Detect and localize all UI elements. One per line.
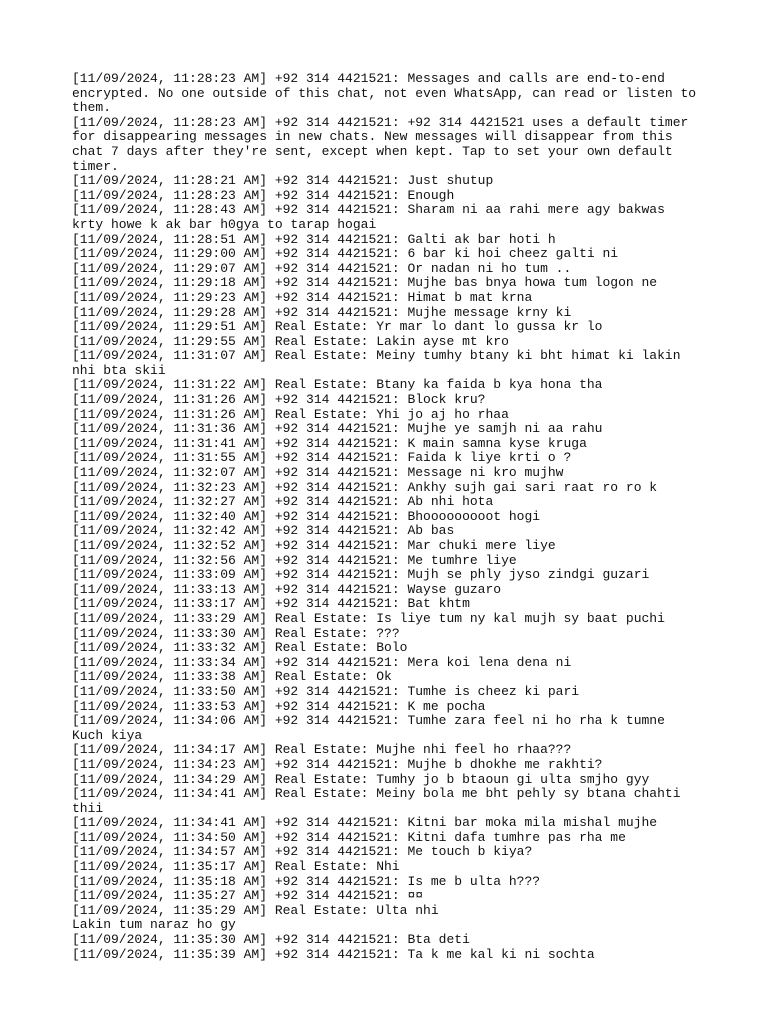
chat-line: [11/09/2024, 11:28:23 AM] +92 314 4421521: Enough [72,187,455,203]
chat-line: [11/09/2024, 11:35:17 AM] Real Estate: Nhi [72,859,400,875]
chat-line: [11/09/2024, 11:35:27 AM] +92 314 4421521: ¤¤ [72,888,424,904]
chat-line: [11/09/2024, 11:34:41 AM] +92 314 4421521: Kitni bar moka mila mishal mujhe [72,815,658,831]
chat-line: [11/09/2024, 11:28:23 AM] +92 314 4421521: Messages and calls are end-to-end encrypted. No one outside of this chat, not even WhatsApp, can read or listen to them. [72,71,704,116]
chat-line: [11/09/2024, 11:33:32 AM] Real Estate: Bolo [72,640,408,656]
chat-line: [11/09/2024, 11:35:39 AM] +92 314 4421521: Ta k me kal ki ni sochta [72,946,595,962]
chat-line: [11/09/2024, 11:33:34 AM] +92 314 4421521: Mera koi lena dena ni [72,654,572,670]
chat-log [72,72,702,962]
chat-line: [11/09/2024, 11:32:56 AM] +92 314 4421521: Me tumhre liye [72,552,517,568]
chat-line: [11/09/2024, 11:29:00 AM] +92 314 4421521: 6 bar ki hoi cheez galti ni [72,246,619,262]
chat-line: [11/09/2024, 11:31:36 AM] +92 314 4421521: Mujhe ye samjh ni aa rahu [72,421,603,437]
chat-line: [11/09/2024, 11:33:09 AM] +92 314 4421521: Mujh se phly jyso zindgi guzari [72,567,650,583]
chat-line: [11/09/2024, 11:34:29 AM] Real Estate: Tumhy jo b btaoun gi ulta smjho gyy [72,771,650,787]
chat-line: [11/09/2024, 11:32:40 AM] +92 314 4421521: Bhooooooooot hogi [72,508,541,524]
chat-line: [11/09/2024, 11:29:07 AM] +92 314 4421521: Or nadan ni ho tum .. [72,260,572,276]
chat-line: [11/09/2024, 11:31:26 AM] Real Estate: Yhi jo aj ho rhaa [72,406,509,422]
chat-line: [11/09/2024, 11:29:23 AM] +92 314 4421521: Himat b mat krna [72,289,533,305]
chat-line: [11/09/2024, 11:33:29 AM] Real Estate: Is liye tum ny kal mujh sy baat puchi [72,610,665,626]
chat-line: [11/09/2024, 11:28:43 AM] +92 314 4421521: Sharam ni aa rahi mere agy bakwas krty howe k ak bar h0gya to tarap hogai [72,202,673,232]
chat-line: [11/09/2024, 11:33:50 AM] +92 314 4421521: Tumhe is cheez ki pari [72,683,580,699]
chat-line: [11/09/2024, 11:34:57 AM] +92 314 4421521: Me touch b kiya? [72,844,533,860]
chat-line: [11/09/2024, 11:28:23 AM] +92 314 4421521: +92 314 4421521 uses a default timer for disappearing messages in new chats. New messages will disappear from this chat 7 days after they're sent, except when kept. Tap to set your own default timer. [72,114,697,174]
chat-line: [11/09/2024, 11:28:21 AM] +92 314 4421521: Just shutup [72,173,494,189]
chat-line: [11/09/2024, 11:34:41 AM] Real Estate: Meiny bola me bht pehly sy btana chahti thii [72,786,689,816]
chat-line: [11/09/2024, 11:29:18 AM] +92 314 4421521: Mujhe bas bnya howa tum logon ne [72,275,658,291]
chat-line: [11/09/2024, 11:33:53 AM] +92 314 4421521: K me pocha [72,698,486,714]
chat-line: [11/09/2024, 11:35:29 AM] Real Estate: Ulta nhi [72,902,439,918]
chat-line: [11/09/2024, 11:33:13 AM] +92 314 4421521: Wayse guzaro [72,581,502,597]
chat-line: [11/09/2024, 11:31:41 AM] +92 314 4421521: K main samna kyse kruga [72,435,587,451]
chat-line: [11/09/2024, 11:29:51 AM] Real Estate: Yr mar lo dant lo gussa kr lo [72,319,603,335]
chat-line: [11/09/2024, 11:34:06 AM] +92 314 4421521: Tumhe zara feel ni ho rha k tumne Kuch kiya [72,713,673,743]
chat-line: [11/09/2024, 11:32:07 AM] +92 314 4421521: Message ni kro mujhw [72,465,564,481]
chat-line: [11/09/2024, 11:31:26 AM] +92 314 4421521: Block kru? [72,392,486,408]
chat-line: [11/09/2024, 11:31:55 AM] +92 314 4421521: Faida k liye krti o ? [72,450,572,466]
chat-line: [11/09/2024, 11:34:23 AM] +92 314 4421521: Mujhe b dhokhe me rakhti? [72,756,603,772]
chat-line: [11/09/2024, 11:33:17 AM] +92 314 4421521: Bat khtm [72,596,470,612]
chat-line: [11/09/2024, 11:35:18 AM] +92 314 4421521: Is me b ulta h??? [72,873,541,889]
chat-line: [11/09/2024, 11:32:23 AM] +92 314 4421521: Ankhy sujh gai sari raat ro ro k [72,479,658,495]
chat-line: [11/09/2024, 11:31:07 AM] Real Estate: Meiny tumhy btany ki bht himat ki lakin nhi bta skii [72,348,689,378]
chat-line: [11/09/2024, 11:35:30 AM] +92 314 4421521: Bta deti [72,932,470,948]
chat-line: [11/09/2024, 11:34:17 AM] Real Estate: Mujhe nhi feel ho rhaa??? [72,742,572,758]
chat-line: [11/09/2024, 11:34:50 AM] +92 314 4421521: Kitni dafa tumhre pas rha me [72,829,626,845]
chat-line: [11/09/2024, 11:31:22 AM] Real Estate: Btany ka faida b kya hona tha [72,377,603,393]
chat-line: [11/09/2024, 11:32:27 AM] +92 314 4421521: Ab nhi hota [72,494,494,510]
chat-line: [11/09/2024, 11:29:55 AM] Real Estate: Lakin ayse mt kro [72,333,509,349]
chat-line: [11/09/2024, 11:33:38 AM] Real Estate: Ok [72,669,392,685]
chat-line: [11/09/2024, 11:32:42 AM] +92 314 4421521: Ab bas [72,523,455,539]
chat-line: [11/09/2024, 11:32:52 AM] +92 314 4421521: Mar chuki mere liye [72,538,556,553]
chat-line: [11/09/2024, 11:28:51 AM] +92 314 4421521: Galti ak bar hoti h [72,231,556,247]
chat-line: [11/09/2024, 11:33:30 AM] Real Estate: ??? [72,625,400,641]
chat-line: [11/09/2024, 11:29:28 AM] +92 314 4421521: Mujhe message krny ki [72,304,572,320]
chat-line: Lakin tum naraz ho gy [72,917,236,933]
